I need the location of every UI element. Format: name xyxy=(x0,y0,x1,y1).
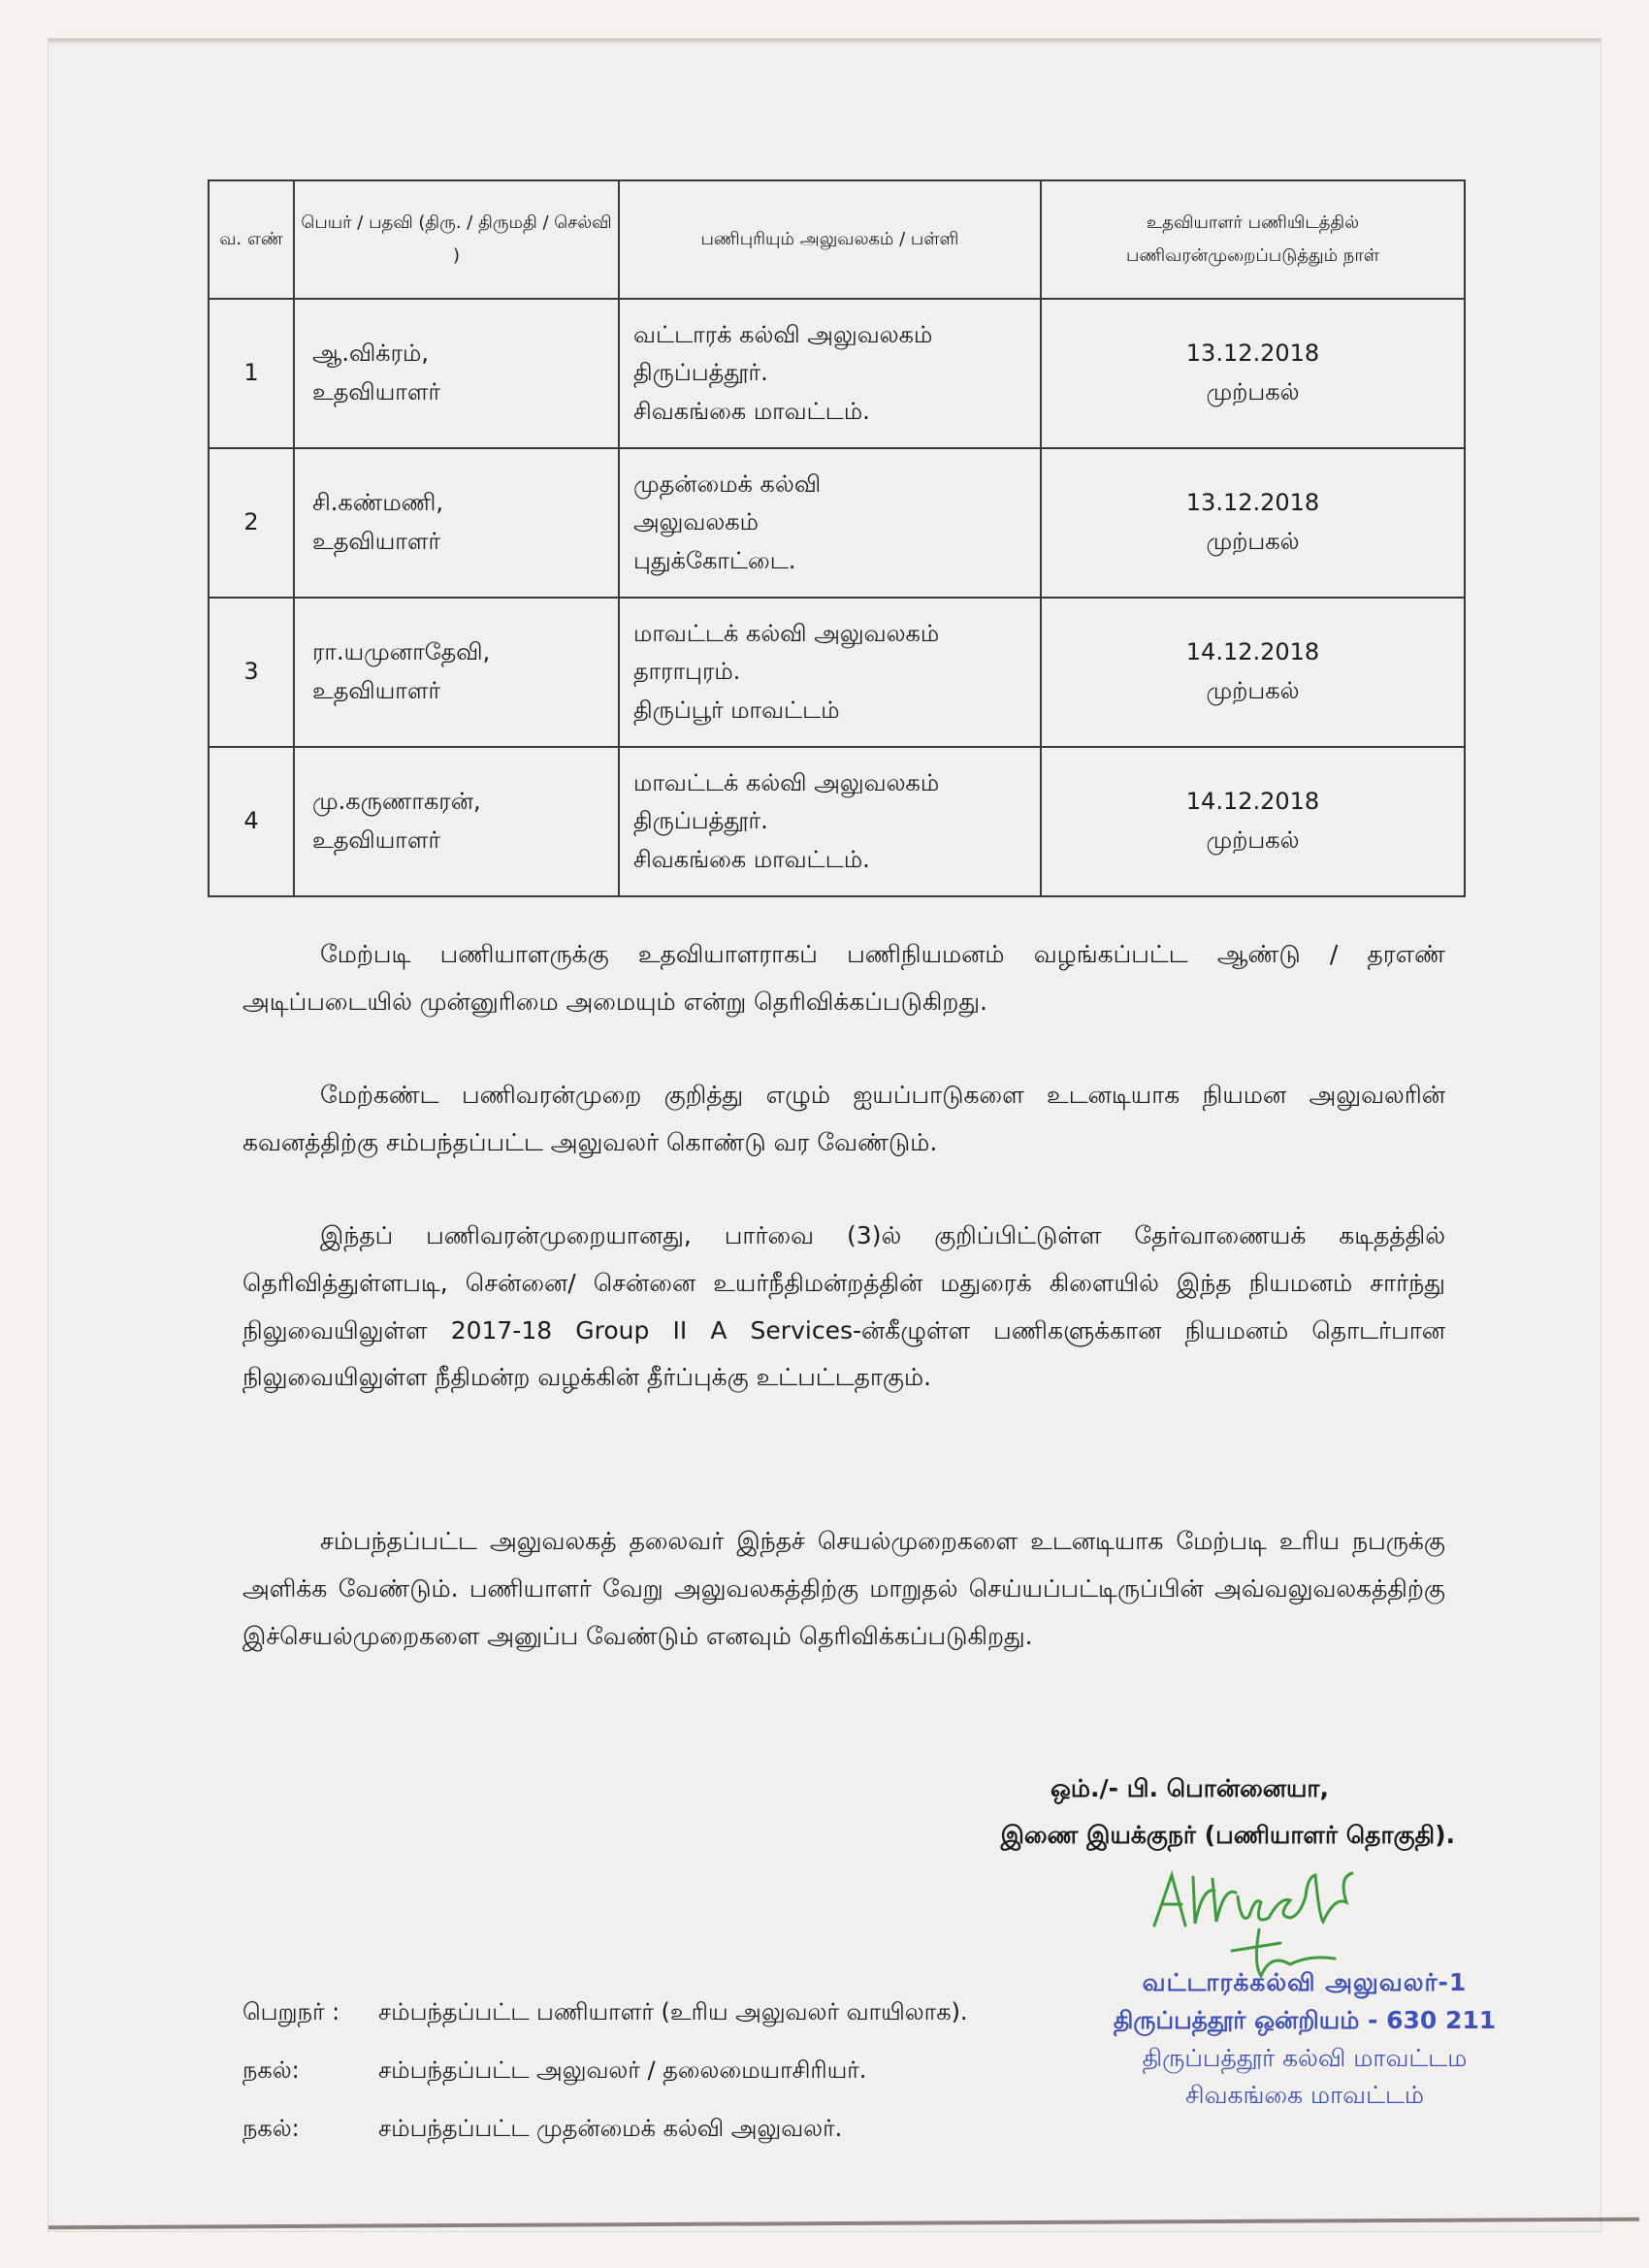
row-date xyxy=(1041,747,1465,896)
regularisation-date: 13.12.2018 xyxy=(1185,340,1320,368)
paragraph-seniority: மேற்படி பணியாளருக்கு உதவியாளராகப் பணிநியமனம் வழங்கப்பட்ட ஆண்டு / தரஎண் அடிப்படையில் முன்னுரிமை அமையும் என்று தெரிவிக்கப்படுகிறது. xyxy=(242,940,1445,1016)
table-row xyxy=(209,448,1465,598)
row-office xyxy=(619,299,1041,448)
distribution-text: சம்பந்தப்பட்ட முதன்மைக் கல்வி அலுவலர். xyxy=(378,2115,843,2142)
signatory-designation: இணை இயக்குநர் (பணியாளர் தொகுதி). xyxy=(1000,1820,1455,1849)
employee-name: ரா.யமுனாதேவி, xyxy=(312,638,491,666)
office-line: திருப்பத்தூர். xyxy=(633,807,768,835)
employee-post: உதவியாளர் xyxy=(312,528,441,555)
header-serial: வ. எண் xyxy=(209,180,294,299)
employee-name: ஆ.விக்ரம், xyxy=(312,340,429,368)
paragraph-forwarding: சம்பந்தப்பட்ட அலுவலகத் தலைவர் இந்தச் செயல்முறைகளை உடனடியாக மேற்படி உரிய நபருக்கு அளிக்க வேண்டும். பணியாளர் வேறு அலுவலகத்திற்கு மாறுதல் செய்யப்பட்டிருப்பின் அவ்வலுவலகத்திற்கு இச்செயல்முறைகளை அனுப்ப வேண்டும் எனவும் தெரிவிக்கப்படுகிறது. xyxy=(242,1527,1445,1650)
stamp-line: வட்டாரக்கல்வி அலுவலர்-1 xyxy=(1142,1968,1468,1996)
table-row xyxy=(209,747,1465,896)
regularisation-date: 14.12.2018 xyxy=(1185,638,1320,666)
office-line: திருப்பூர் மாவட்டம் xyxy=(633,696,840,724)
distribution-label: பெறுநர் : xyxy=(242,1998,340,2025)
row-date xyxy=(1041,598,1465,747)
row-office xyxy=(619,448,1041,598)
employee-name: மு.கருணாகரன், xyxy=(312,788,481,816)
table-row xyxy=(209,299,1465,448)
stamp-line: திருப்பத்தூர் கல்வி மாவட்டம xyxy=(1142,2043,1468,2072)
office-line: சிவகங்கை மாவட்டம். xyxy=(633,397,870,425)
distribution-recipient xyxy=(242,1998,968,2028)
signatory-name: ஒம்./- பி. பொன்னையா, xyxy=(1050,1774,1329,1802)
distribution-copy xyxy=(242,2115,842,2145)
stamp-line: திருப்பத்தூர் ஒன்றியம் - 630 211 xyxy=(1113,2005,1497,2034)
row-serial: 2 xyxy=(209,448,294,598)
row-name-post xyxy=(294,448,619,598)
distribution-label: நகல்: xyxy=(242,2115,300,2142)
office-line: புதுக்கோட்டை. xyxy=(633,546,796,574)
paragraph-court-case: இந்தப் பணிவரன்முறையானது, பார்வை (3)ல் குறிப்பிட்டுள்ள தேர்வாணையக் கடிதத்தில் தெரிவித்துள்ளபடி, சென்னை/ சென்னை உயர்நீதிமன்றத்தின் மதுரைக் கிளையில் இந்த நியமனம் சார்ந்து நிலுவையிலுள்ள 2017-18 Group II A Services-ன்கீழுள்ள பணிகளுக்கான நியமனம் தொடர்பான நிலுவையிலுள்ள நீதிமன்ற வழக்கின் தீர்ப்புக்கு உட்பட்டதாகும். xyxy=(242,1221,1445,1392)
office-line: திருப்பத்தூர். xyxy=(633,359,768,387)
row-name-post xyxy=(294,299,619,448)
row-serial: 4 xyxy=(209,747,294,896)
employee-post: உதவியாளர் xyxy=(312,677,441,704)
header-date: உதவியாளர் பணியிடத்தில் பணிவரன்முறைப்படுத்தும் நாள் xyxy=(1041,180,1465,299)
office-line: வட்டாரக் கல்வி அலுவலகம் xyxy=(633,320,933,348)
office-line: மாவட்டக் கல்வி அலுவலகம் xyxy=(633,768,940,796)
employee-post: உதவியாளர் xyxy=(312,378,441,405)
table-header-row xyxy=(209,180,1465,299)
session: முற்பகல் xyxy=(1206,826,1300,854)
row-date xyxy=(1041,448,1465,598)
employee-name: சி.கண்மணி, xyxy=(312,489,443,517)
regularisation-table xyxy=(208,179,1466,897)
office-line: சிவகங்கை மாவட்டம். xyxy=(633,845,870,873)
office-line: மாவட்டக் கல்வி அலுவலகம் xyxy=(633,619,940,647)
distribution-text: சம்பந்தப்பட்ட பணியாளர் (உரிய அலுவலர் வாயிலாக). xyxy=(378,1998,968,2025)
signature-block xyxy=(873,1766,1455,1858)
header-name-post: பெயர் / பதவி (திரு. / திருமதி / செல்வி ) xyxy=(294,180,619,299)
session: முற்பகல் xyxy=(1206,378,1300,405)
stamp-line: சிவகங்கை மாவட்டம் xyxy=(1184,2081,1424,2110)
row-office xyxy=(619,598,1041,747)
table-row xyxy=(209,598,1465,747)
office-line: முதன்மைக் கல்வி xyxy=(633,470,822,498)
regularisation-date: 13.12.2018 xyxy=(1185,489,1320,517)
session: முற்பகல் xyxy=(1206,528,1300,555)
employee-post: உதவியாளர் xyxy=(312,826,441,854)
paragraph-doubts: மேற்கண்ட பணிவரன்முறை குறித்து எழும் ஐயப்பாடுகளை உடனடியாக நியமன அலுவலரின் கவனத்திற்கு சம்பந்தப்பட்ட அலுவலர் கொண்டு வர வேண்டும். xyxy=(242,1081,1445,1156)
page-edge-top xyxy=(48,39,1600,45)
distribution-text: சம்பந்தப்பட்ட அலுவலர் / தலைமையாசிரியர். xyxy=(378,2057,867,2084)
session: முற்பகல் xyxy=(1206,677,1300,704)
row-date xyxy=(1041,299,1465,448)
row-office xyxy=(619,747,1041,896)
row-name-post xyxy=(294,598,619,747)
row-serial: 3 xyxy=(209,598,294,747)
office-line: அலுவலகம் xyxy=(633,508,759,536)
office-line: தாராபுரம். xyxy=(633,658,741,686)
distribution-label: நகல்: xyxy=(242,2057,300,2084)
row-name-post xyxy=(294,747,619,896)
official-stamp xyxy=(1086,1964,1523,2115)
row-serial: 1 xyxy=(209,299,294,448)
header-office: பணிபுரியும் அலுவலகம் / பள்ளி xyxy=(619,180,1041,299)
regularisation-date: 14.12.2018 xyxy=(1185,788,1320,816)
distribution-copy xyxy=(242,2057,866,2087)
